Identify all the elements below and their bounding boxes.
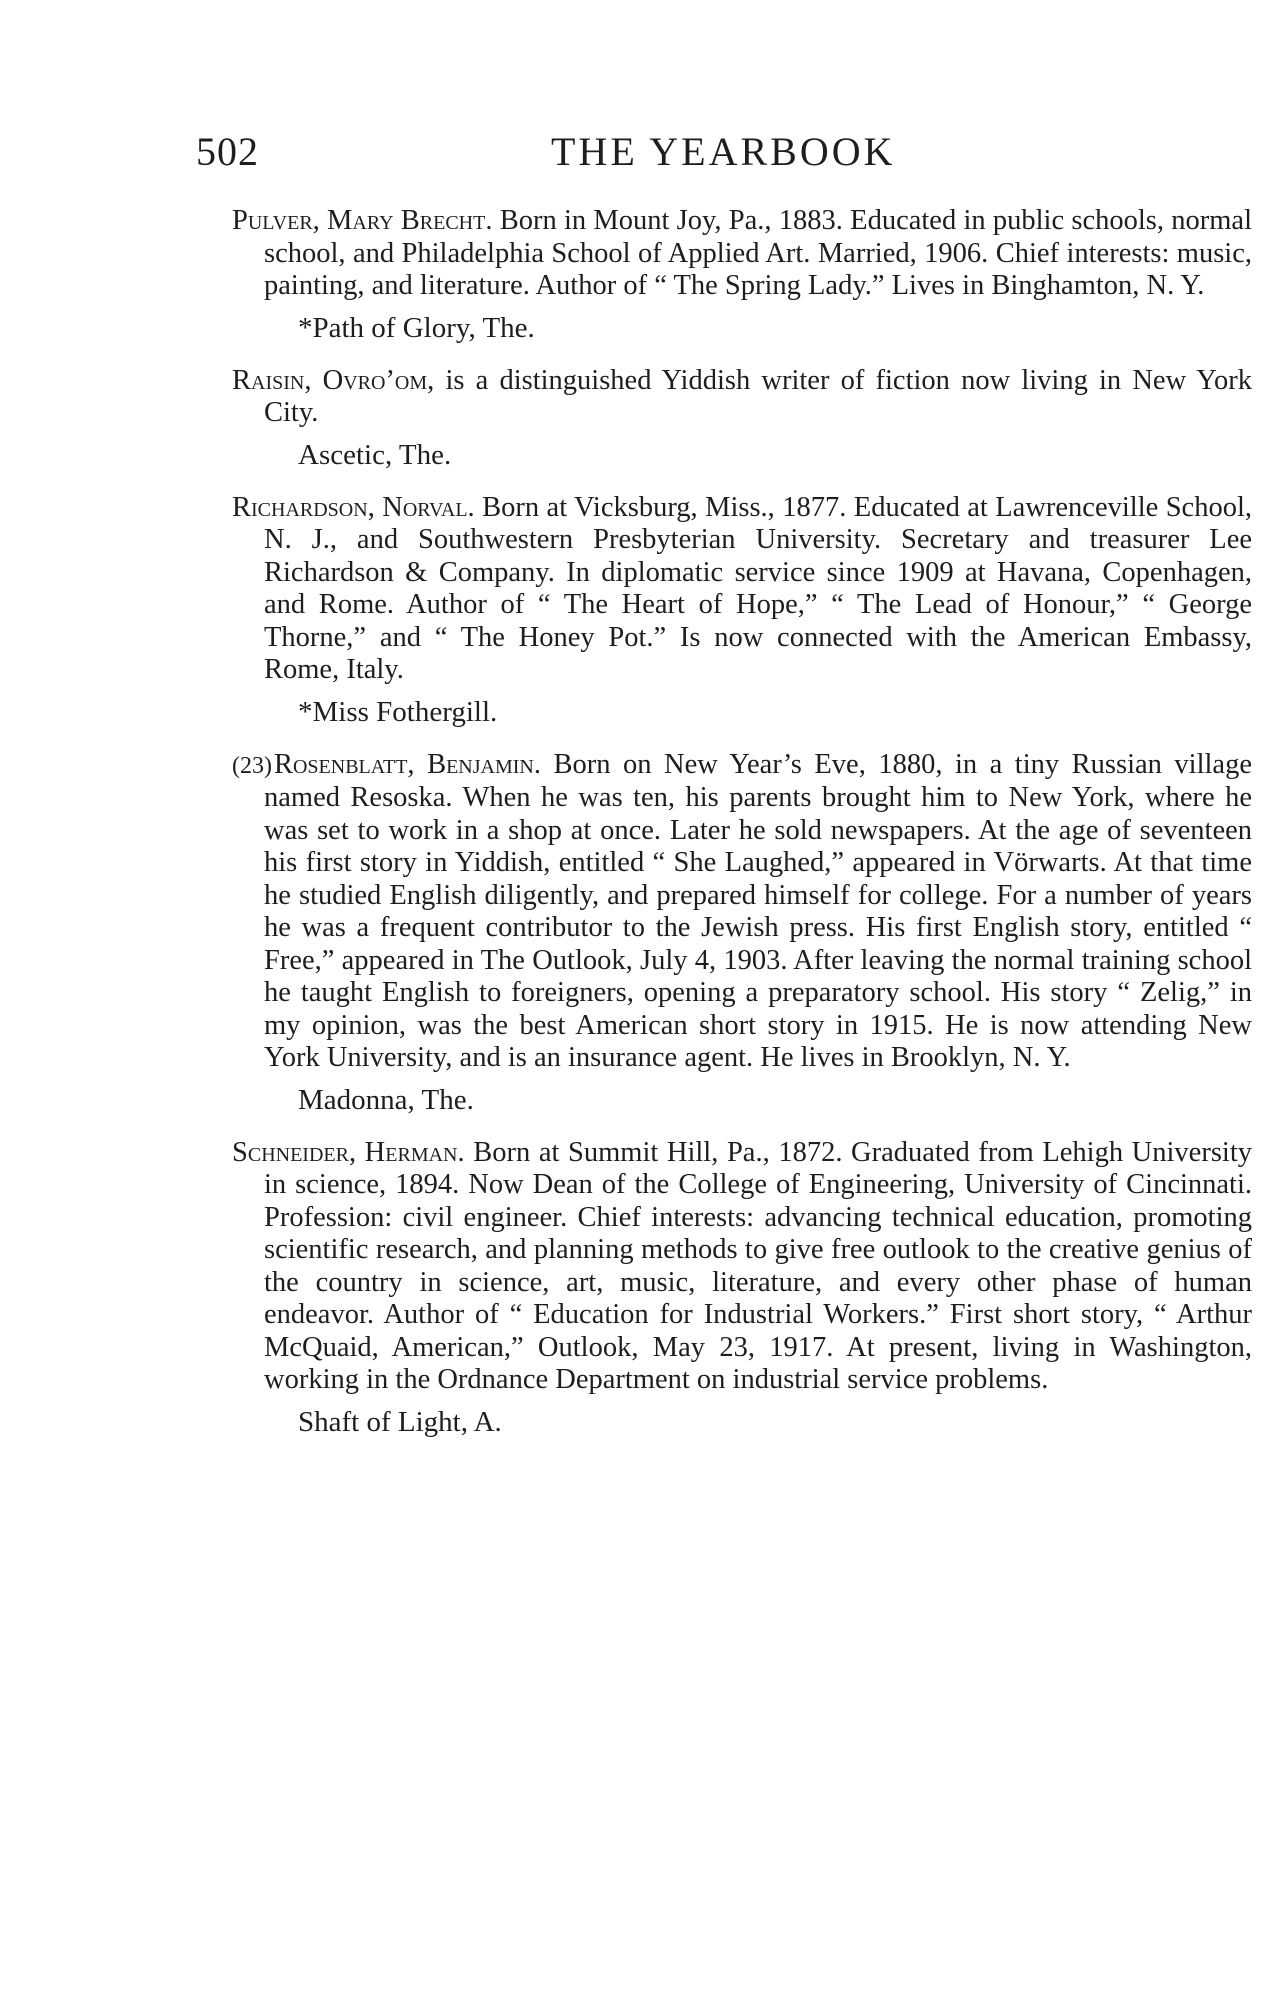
- entry-body: [232, 1137, 1252, 1397]
- author-entry-raisin: [232, 365, 1252, 472]
- entry-body: [232, 749, 1252, 1075]
- story-title: *Path of Glory, The.: [298, 311, 535, 344]
- author-name: Rosenblatt, Benjamin.: [273, 748, 541, 780]
- author-name: Richardson, Norval.: [232, 491, 475, 523]
- entry-body: [232, 365, 1252, 430]
- author-bio: Born on New Year’s Eve, 1880, in a tiny Russian village named Resoska. When he was ten, his parents brought him to New York, where he was set to work in a shop at once. Later he sold newspapers. At the age of seventeen his first story in Yiddish, entitled “ She Laughed,” appeared in Vörwarts. At that time he studied English diligently, and prepared himself for college. For a number of years he was a frequent contributor to the Jewish press. His first English story, entitled “ Free,” appeared in The Outlook, July 4, 1903. After leaving the normal training school he taught English to foreigners, opening a preparatory school. His story “ Zelig,” in my opinion, was the best American short story in 1915. He is now attending New York University, and is an insurance agent. He lives in Brooklyn, N. Y.: [264, 748, 1252, 1073]
- author-name: Raisin, Ovro’om,: [232, 364, 435, 396]
- author-name: Schneider, Herman.: [232, 1136, 465, 1168]
- story-title: *Miss Fothergill.: [298, 695, 498, 728]
- story-title: Ascetic, The.: [298, 438, 452, 471]
- author-name: Pulver, Mary Brecht.: [232, 205, 493, 236]
- author-entry-pulver: [232, 205, 1252, 345]
- author-bio: Born at Vicksburg, Miss., 1877. Educated at Lawrenceville School, N. J., and Southwestern Presbyterian University. Secretary and treasurer Lee Richardson & Company. In diplomatic service since 1909 at Havana, Copenhagen, and Rome. Author of “ The Heart of Hope,” “ The Lead of Honour,” “ George Thorne,” and “ The Honey Pot.” Is now connected with the American Embassy, Rome, Italy.: [264, 491, 1252, 685]
- entry-body: [232, 205, 1252, 303]
- story-title: Shaft of Light, A.: [298, 1405, 502, 1438]
- author-bio: is a distinguished Yiddish writer of fiction now living in New York City.: [264, 364, 1252, 428]
- entry-marker: (23): [232, 752, 272, 779]
- author-bio: Born at Summit Hill, Pa., 1872. Graduated from Lehigh University in science, 1894. Now Dean of the College of Engineering, University of Cincinnati. Profession: civil engineer. Chief interests: advancing technical education, promoting scientific research, and planning methods to give free outlook to the creative genius of the country in science, art, music, literature, and every other phase of human endeavor. Author of “ Education for Industrial Workers.” First short story, “ Arthur McQuaid, American,” Outlook, May 23, 1917. At present, living in Washington, working in the Ordnance Department on industrial service problems.: [264, 1136, 1253, 1395]
- running-title: THE YEARBOOK: [551, 129, 896, 174]
- page-number: 502: [196, 129, 259, 174]
- running-head: [196, 128, 1236, 184]
- author-entries: [232, 205, 1252, 1455]
- entry-body: [232, 492, 1252, 687]
- author-entry-rosenblatt: [232, 749, 1252, 1117]
- author-bio: Born in Mount Joy, Pa., 1883. Educated in public schools, normal school, and Philadelphia School of Applied Art. Married, 1906. Chief interests: music, painting, and literature. Author of “ The Spring Lady.” Lives in Binghamton, N. Y.: [264, 205, 1252, 301]
- author-entry-schneider: [232, 1137, 1252, 1439]
- story-title: Madonna, The.: [298, 1083, 474, 1116]
- author-entry-richardson: [232, 492, 1252, 729]
